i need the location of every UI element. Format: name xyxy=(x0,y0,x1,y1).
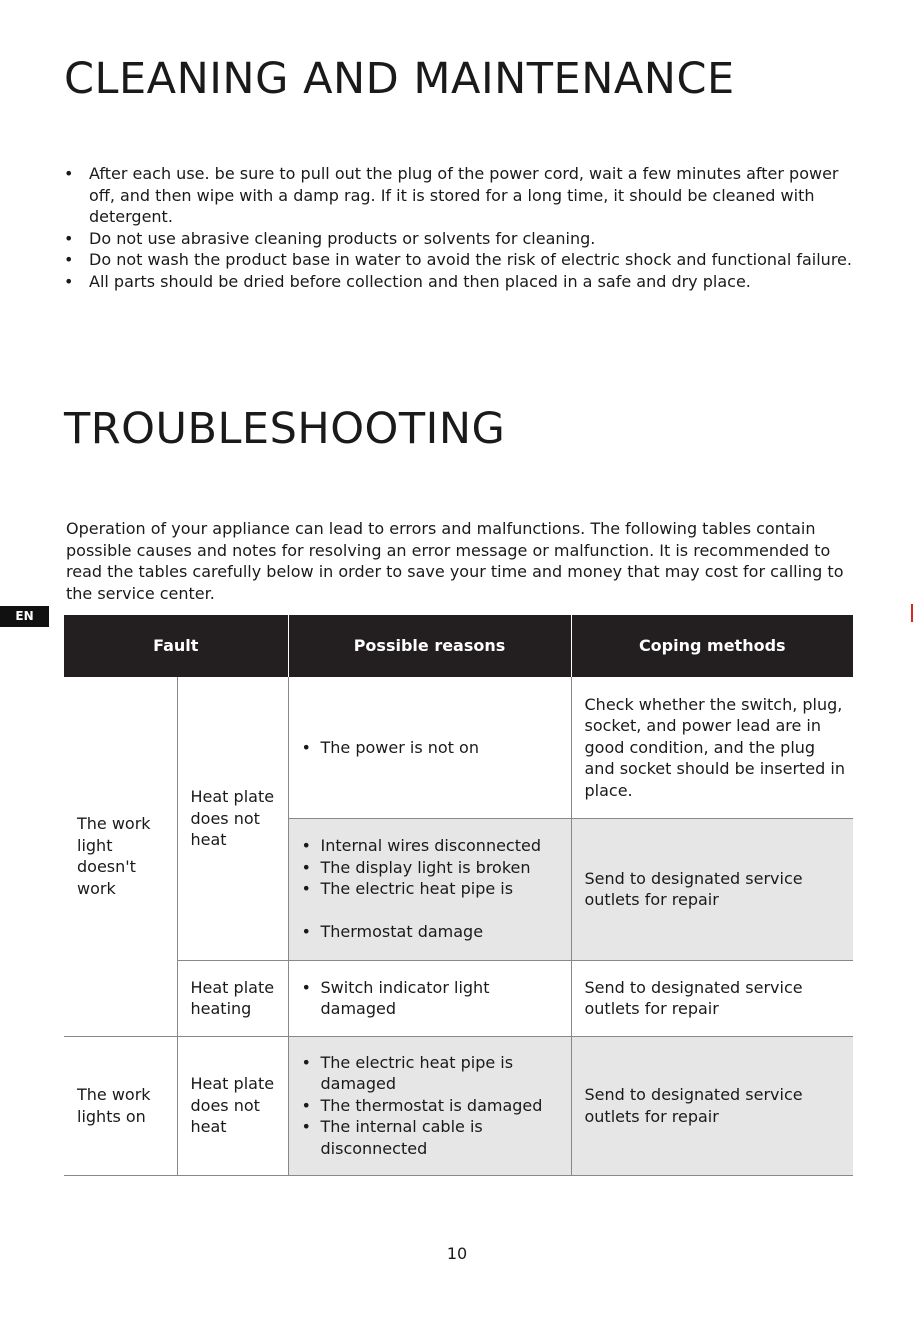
table-row xyxy=(64,677,853,818)
reason-item: • The display light is broken xyxy=(302,857,565,879)
reason-item: • Thermostat damage xyxy=(302,921,565,943)
method-cell: Check whether the switch, plug, socket, and power lead are in good condition, and the plug and socket should be inserted in place. xyxy=(571,677,853,818)
page-number: 10 xyxy=(446,1244,468,1263)
fault-sub-cell: Heat plate does not heat xyxy=(177,677,288,960)
fault-cell: The work lights on xyxy=(64,1036,177,1175)
reason-item: • The thermostat is damaged xyxy=(302,1095,565,1117)
reasons-cell xyxy=(288,818,571,960)
cleaning-bullet: • Do not use abrasive cleaning products or solvents for cleaning. xyxy=(64,228,864,250)
cleaning-bullet: • After each use. be sure to pull out the plug of the power cord, wait a few minutes after power off, and then wipe with a damp rag. If it is stored for a long time, it should be cleaned with detergent. xyxy=(64,163,864,228)
header-possible-reasons: Possible reasons xyxy=(288,615,571,677)
reason-item: • The electric heat pipe is xyxy=(302,878,565,900)
reason-item: • The electric heat pipe is damaged xyxy=(302,1052,565,1095)
troubleshooting-intro: Operation of your appliance can lead to errors and malfunctions. The following tables contain possible causes and notes for resolving an error message or malfunction. It is recommended to read the tables carefully below in order to save your time and money that may cost for calling to the service center. xyxy=(66,519,844,603)
table-row xyxy=(64,960,853,1036)
fault-cell: The work light doesn't work xyxy=(64,677,177,1036)
cleaning-bullet-list xyxy=(64,163,864,292)
method-cell: Send to designated service outlets for repair xyxy=(571,960,853,1036)
fault-sub-cell: Heat plate heating xyxy=(177,960,288,1036)
section-title-cleaning: CLEANING AND MAINTENANCE xyxy=(64,54,735,104)
reason-item: • The internal cable is disconnected xyxy=(302,1116,565,1159)
method-cell: Send to designated service outlets for repair xyxy=(571,1036,853,1175)
troubleshooting-table xyxy=(64,615,853,1176)
header-fault: Fault xyxy=(64,615,288,677)
reasons-cell xyxy=(288,960,571,1036)
header-coping-methods: Coping methods xyxy=(571,615,853,677)
method-cell: Send to designated service outlets for repair xyxy=(571,818,853,960)
reason-item: • The power is not on xyxy=(302,737,565,759)
table-header-row xyxy=(64,615,853,677)
reasons-cell xyxy=(288,677,571,818)
fault-sub-cell: Heat plate does not heat xyxy=(177,1036,288,1175)
page-edge-mark xyxy=(911,604,913,622)
reason-item: • Switch indicator light damaged xyxy=(302,977,565,1020)
table-row xyxy=(64,1036,853,1175)
cleaning-bullet: • All parts should be dried before collection and then placed in a safe and dry place. xyxy=(64,271,864,293)
reasons-cell xyxy=(288,1036,571,1175)
section-title-troubleshooting: TROUBLESHOOTING xyxy=(64,404,506,454)
cleaning-bullet: • Do not wash the product base in water to avoid the risk of electric shock and functional failure. xyxy=(64,249,864,271)
language-tab: EN xyxy=(0,606,49,627)
reason-item: • Internal wires disconnected xyxy=(302,835,565,857)
